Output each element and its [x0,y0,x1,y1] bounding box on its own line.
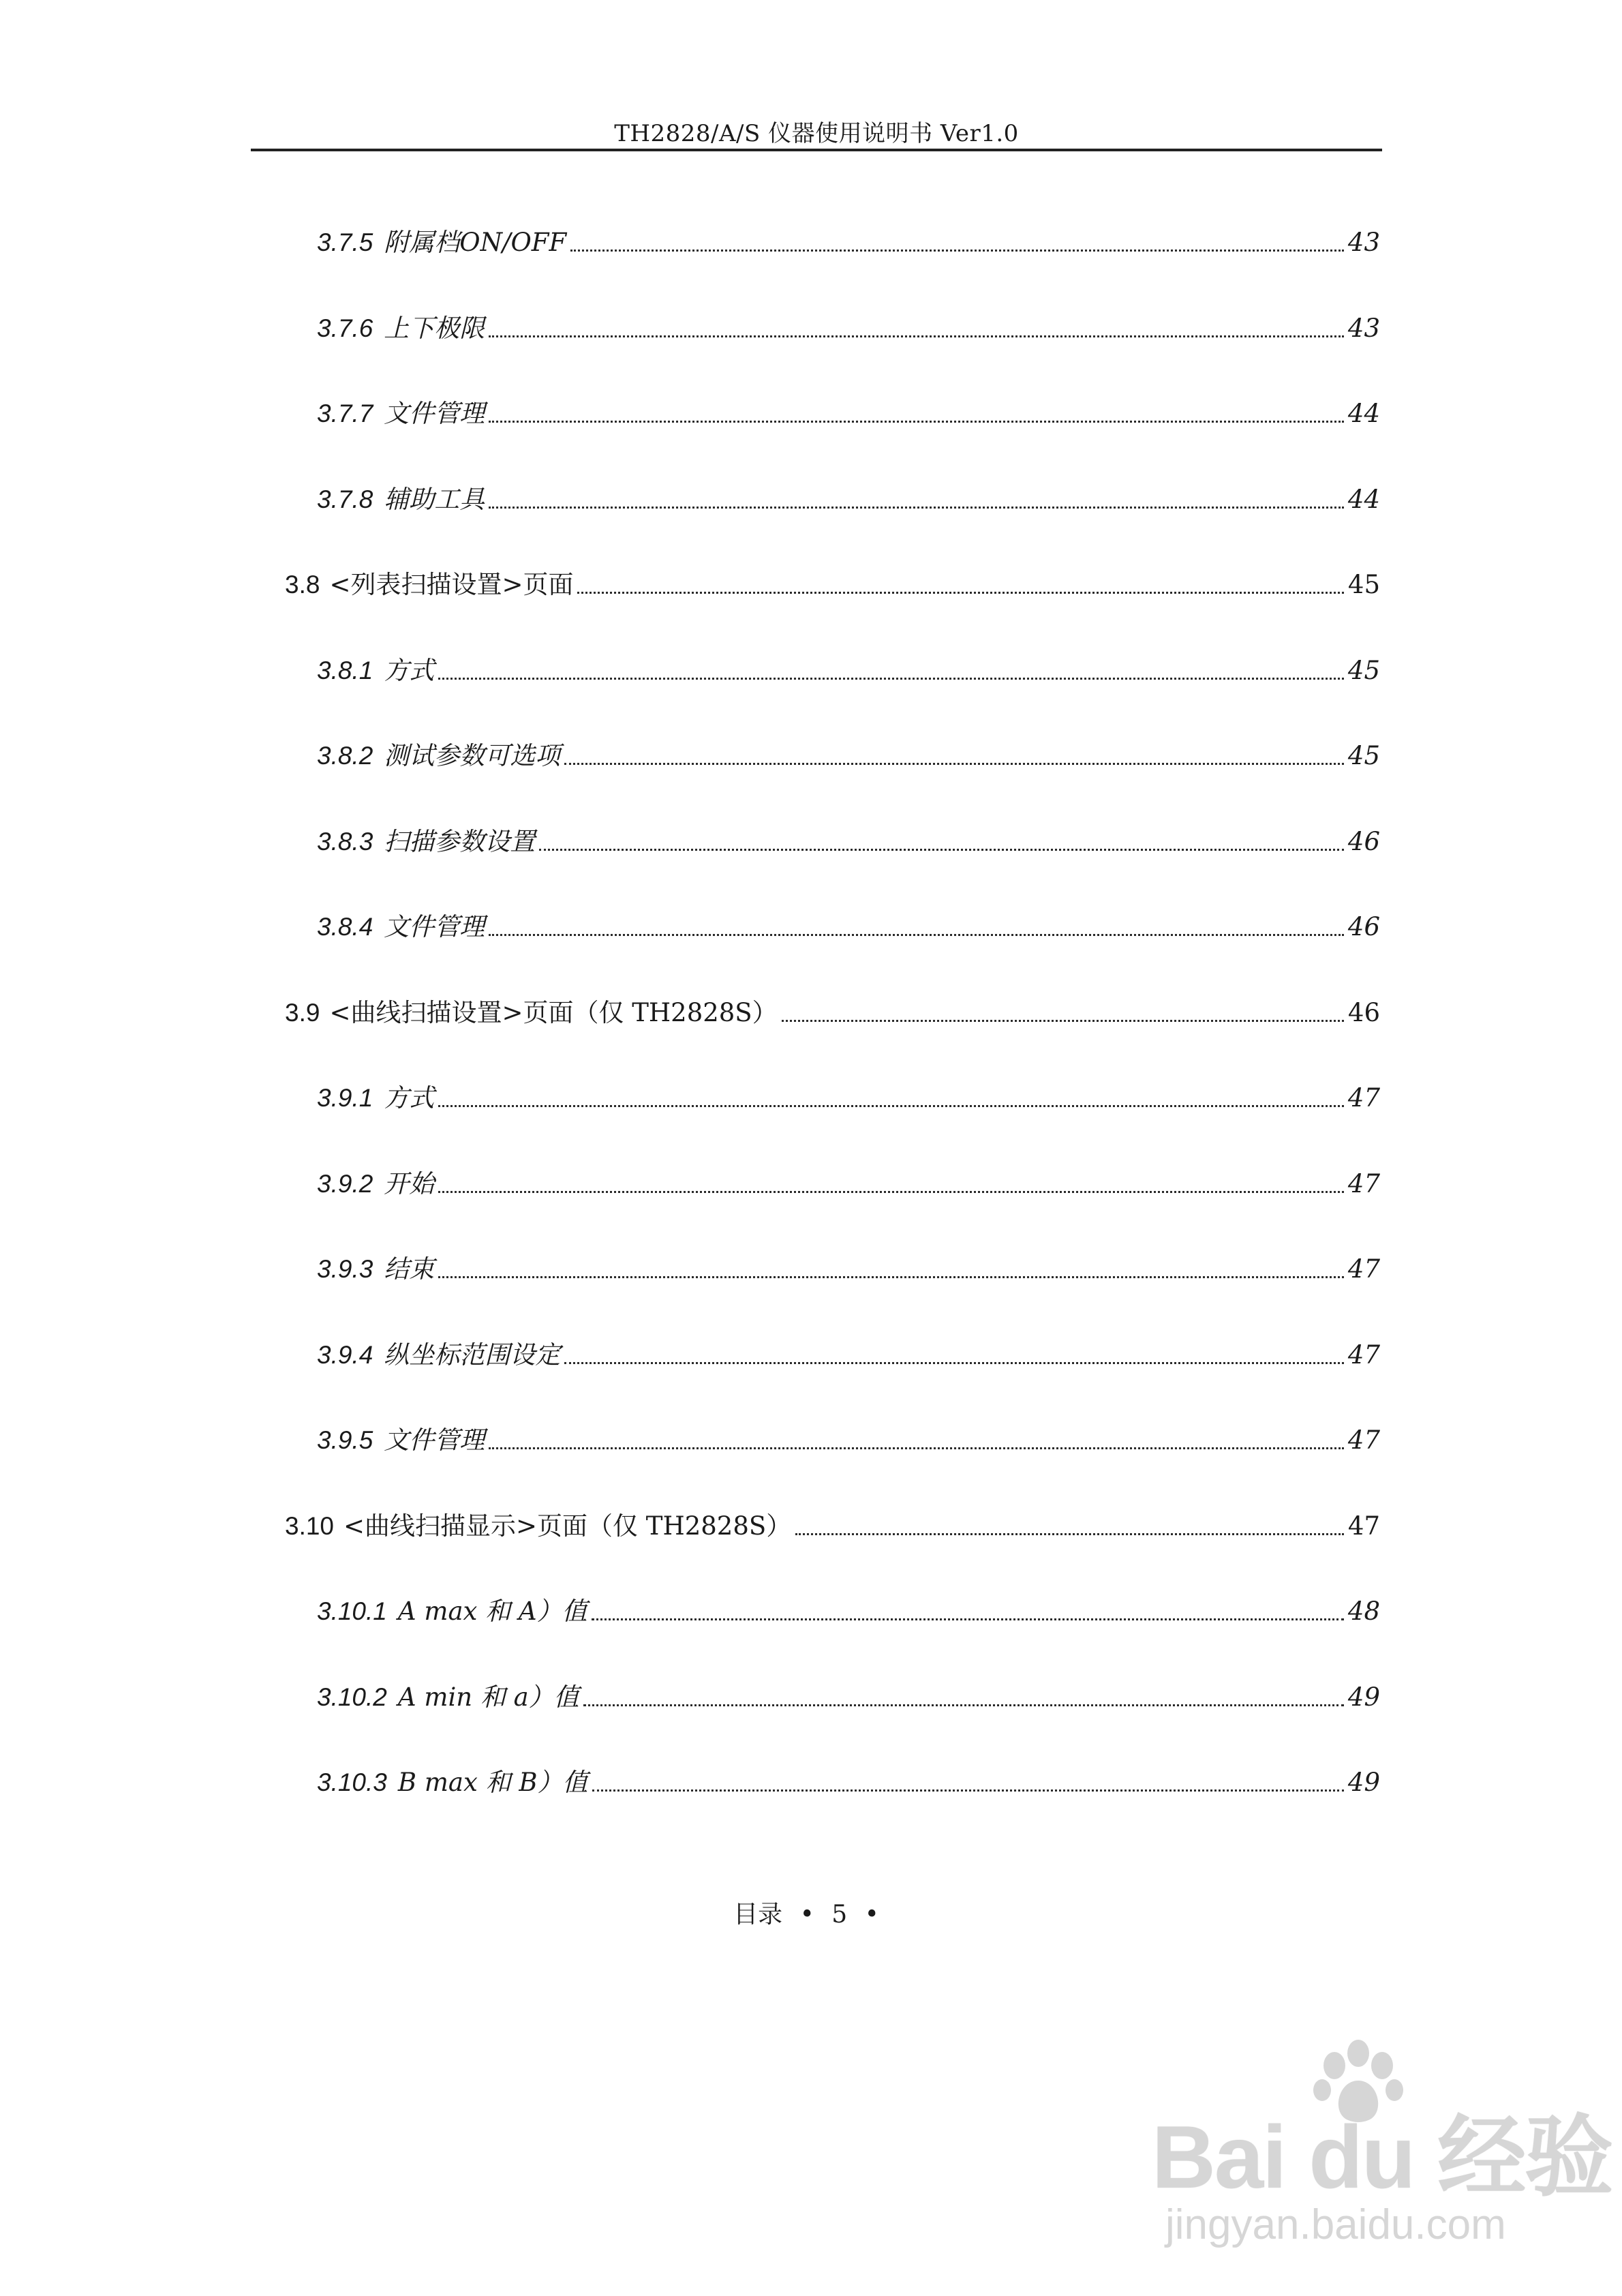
toc-entry[interactable] [317,1072,1380,1113]
footer-bullet-left: • [799,1901,814,1929]
toc-entry-page: 45 [1347,741,1380,771]
toc-dot-leader [489,507,1344,509]
toc-dot-leader [438,1276,1344,1278]
toc-dot-leader [592,1789,1344,1792]
toc-entry-title: 开始 [384,1168,435,1198]
toc-entry-page: 45 [1347,655,1380,685]
footer-label: 目录 [733,1901,783,1929]
toc-entry[interactable] [317,1757,1380,1798]
toc-entry-title: 扫描参数设置 [384,826,536,856]
toc-entry-number: 3.7.5 [317,228,373,257]
toc-entry[interactable] [317,901,1380,942]
toc-entry[interactable] [285,1500,1380,1541]
toc-entry[interactable] [317,303,1380,344]
toc-entry-title: 附属档ON/OFF [384,228,567,258]
toc-entry-page: 47 [1347,1254,1380,1284]
toc-entry[interactable] [317,474,1380,515]
toc-entry-page: 44 [1347,399,1380,429]
toc-dot-leader [438,678,1344,680]
toc-entry-title: <曲线扫描设置>页面（仅 TH2828S） [329,997,778,1027]
toc-entry[interactable] [317,1415,1380,1455]
toc-entry[interactable] [317,1243,1380,1284]
toc-entry[interactable] [317,645,1380,686]
toc-entry-page: 47 [1347,1168,1380,1198]
toc-entry[interactable] [285,987,1380,1028]
toc-dot-leader [564,1362,1344,1364]
toc-entry-number: 3.9.1 [317,1084,373,1113]
toc-entry-page: 46 [1347,826,1380,856]
toc-entry-page: 47 [1347,1340,1380,1370]
toc-dot-leader [489,1447,1344,1449]
toc-entry-number: 3.9 [285,998,320,1027]
toc-entry-title: 辅助工具 [384,484,485,514]
toc-dot-leader [489,421,1344,423]
page-header: TH2828/A/S 仪器使用说明书 Ver1.0 [614,120,1019,147]
toc-entry-page: 45 [1347,570,1380,600]
toc-entry[interactable] [317,217,1380,258]
toc-entry-number: 3.8.1 [317,656,373,684]
toc-dot-leader [438,1191,1344,1193]
page-footer [0,1895,1622,1930]
toc-entry-page: 47 [1347,1425,1380,1455]
toc-dot-leader [539,849,1344,851]
toc-entry-title: 方式 [384,1083,435,1113]
toc-dot-leader [489,335,1344,337]
toc-entry-title: A max 和 A）值 [397,1597,587,1627]
watermark-url: jingyan.baidu.com [1165,2201,1506,2248]
toc-entry-number: 3.10 [285,1511,335,1540]
toc-entry-number: 3.7.7 [317,399,373,428]
toc-entry[interactable] [317,1672,1380,1712]
toc-entry-page: 47 [1347,1511,1380,1541]
toc-entry-page: 43 [1347,228,1380,258]
toc-entry[interactable] [317,730,1380,771]
toc-entry-number: 3.9.5 [317,1426,373,1455]
toc-entry-title: 纵坐标范围设定 [384,1340,561,1370]
toc-entry-page: 46 [1347,997,1380,1027]
toc-entry-number: 3.9.4 [317,1340,373,1369]
toc-entry-number: 3.9.3 [317,1255,373,1284]
toc-entry-page: 43 [1347,313,1380,343]
toc-entry-title: 上下极限 [384,313,485,343]
watermark-logo-text: Bai du 经验 [1152,2107,1612,2207]
baidu-watermark [1145,2038,1612,2270]
toc-entry[interactable] [317,1158,1380,1199]
toc-entry[interactable] [317,388,1380,429]
toc-entry-number: 3.10.1 [317,1597,387,1626]
toc-dot-leader [570,250,1344,252]
toc-entry-number: 3.9.2 [317,1169,373,1198]
toc-entry-page: 46 [1347,912,1380,942]
toc-entry-number: 3.10.2 [317,1682,387,1711]
toc-dot-leader [489,934,1344,936]
toc-dot-leader [592,1618,1344,1620]
footer-page-number: 5 [831,1901,848,1929]
toc-dot-leader [795,1533,1344,1535]
toc-dot-leader [583,1704,1344,1706]
toc-entry-title: 方式 [384,655,435,685]
toc-entry-page: 49 [1347,1682,1380,1712]
toc-entry-number: 3.8 [285,571,320,599]
toc-entry[interactable] [317,816,1380,857]
toc-entry-title: <列表扫描设置>页面 [329,570,574,600]
toc-entry[interactable] [317,1329,1380,1370]
toc-entry-number: 3.8.4 [317,913,373,941]
toc-entry-page: 49 [1347,1768,1380,1798]
toc-entry-title: 结束 [384,1254,435,1284]
toc-entry-title: <曲线扫描显示>页面（仅 TH2828S） [343,1511,792,1541]
toc-dot-leader [564,763,1344,765]
toc-entry-number: 3.10.3 [317,1768,387,1797]
toc-entry-page: 44 [1347,484,1380,514]
toc-dot-leader [577,592,1343,594]
toc-entry[interactable] [317,1586,1380,1627]
toc-entry-number: 3.8.3 [317,827,373,856]
toc-dot-leader [438,1105,1344,1107]
footer-bullet-right: • [864,1901,879,1929]
toc-dot-leader [782,1020,1344,1022]
toc-entry-title: 文件管理 [384,912,485,942]
toc-entry-title: 文件管理 [384,399,485,429]
toc-entry[interactable] [285,559,1380,600]
toc-entry-title: 测试参数可选项 [384,741,561,771]
toc-entry-page: 48 [1347,1597,1380,1627]
toc-entry-number: 3.7.6 [317,314,373,342]
toc-entry-title: 文件管理 [384,1425,485,1455]
toc-entry-number: 3.8.2 [317,742,373,770]
toc-entry-title: B max 和 B）值 [397,1768,588,1798]
toc-entry-title: A min 和 a）值 [397,1682,579,1712]
toc-entry-number: 3.7.8 [317,485,373,513]
toc-entry-page: 47 [1347,1083,1380,1113]
